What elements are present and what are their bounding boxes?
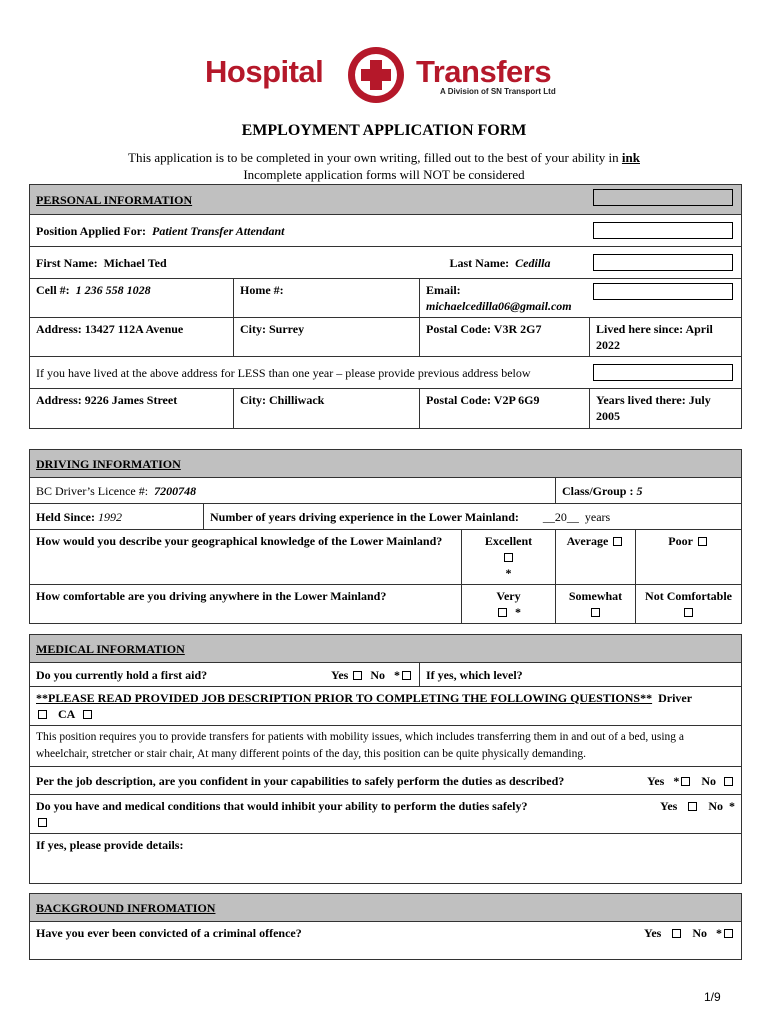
less-than-year-note: If you have lived at the above address for LESS than one year – please provide previous address below (30, 357, 742, 389)
personal-information-table (29, 184, 742, 429)
read-job-description-notice: **PLEASE READ PROVIDED JOB DESCRIPTION PRIOR TO COMPLETING THE FOLLOWING QUESTIONS** Driver CA (30, 687, 742, 726)
intro-line-2: Incomplete application forms will NOT be considered (243, 167, 525, 182)
checkbox-icon[interactable] (38, 818, 47, 827)
class-group-cell: Class/Group : 5 (556, 478, 742, 504)
first-name-value: Michael Ted (103, 255, 167, 270)
checkbox-icon[interactable] (698, 537, 707, 546)
years-experience-cell: Number of years driving experience in the Lower Mainland: __20__ years (204, 504, 742, 530)
checkbox-icon[interactable] (672, 929, 681, 938)
form-title: EMPLOYMENT APPLICATION FORM (241, 122, 527, 139)
checkbox-icon[interactable] (498, 608, 507, 617)
medical-information-table (29, 634, 742, 884)
logo-word-transfers: Transfers (416, 54, 552, 89)
checkbox-icon[interactable] (613, 537, 622, 546)
driving-information-table (29, 449, 742, 624)
driving-information-header: DRIVING INFORMATION (30, 450, 742, 478)
criminal-offence-question-cell: Have you ever been convicted of a criminal offence? Yes No * (30, 922, 742, 960)
page-number: 1/9 (704, 990, 721, 1004)
geo-knowledge-question: How would you describe your geographical knowledge of the Lower Mainland? (30, 530, 462, 585)
postal-code-cell: Postal Code: V3R 2G7 (420, 318, 590, 357)
lived-since-cell: Lived here since: April 2022 (590, 318, 742, 357)
checkbox-icon[interactable] (724, 777, 733, 786)
checkbox-icon[interactable] (591, 608, 600, 617)
last-name-cell: Last Name: Cedilla (420, 247, 742, 279)
logo-word-hospital: Hospital (205, 54, 324, 89)
background-information-header: BACKGROUND INFROMATION (30, 894, 742, 922)
years-experience-value: __20__ (542, 509, 579, 524)
first-name-cell: First Name: Michael Ted (30, 247, 420, 279)
office-use-field[interactable] (593, 283, 733, 300)
held-since-value: 1992 (98, 509, 122, 524)
comfort-not-option[interactable]: Not Comfortable (636, 585, 742, 624)
first-aid-question-cell: Do you currently hold a first aid? Yes No * (30, 663, 420, 687)
company-logo (0, 44, 768, 108)
intro-line-1: This application is to be completed in your own writing, filled out to the best of your ability in ink (128, 150, 640, 165)
years-lived-cell: Years lived there: July 2005 (590, 389, 742, 429)
checkbox-icon[interactable] (83, 710, 92, 719)
first-aid-options[interactable]: Yes No * (331, 667, 413, 683)
selected-mark: * (515, 605, 521, 619)
criminal-offence-options[interactable]: Yes No * (644, 925, 735, 941)
city-cell: City: Surrey (234, 318, 420, 357)
comfort-very-option[interactable]: Very * (462, 585, 556, 624)
position-value: Patient Transfer Attendant (152, 223, 285, 238)
conditions-options[interactable]: Yes No * (659, 799, 735, 813)
personal-information-header: PERSONAL INFORMATION (30, 185, 742, 215)
prev-postal-code-cell: Postal Code: V2P 6G9 (420, 389, 590, 429)
position-description: This position requires you to provide transfers for patients with mobility issues, which includes transferring them in and out of a bed, using a wheelchair, stretcher or stair chair, At many different points of the day, this position can be quite physically demanding. (30, 726, 742, 767)
address-cell: Address: 13427 112A Avenue (30, 318, 234, 357)
comfort-question: How comfortable are you driving anywhere in the Lower Mainland? (30, 585, 462, 624)
details-field[interactable]: If yes, please provide details: (30, 834, 742, 884)
comfort-somewhat-option[interactable]: Somewhat (556, 585, 636, 624)
licence-value: 7200748 (154, 483, 197, 498)
position-row: Position Applied For: Patient Transfer Attendant (30, 215, 742, 247)
licence-cell: BC Driver’s Licence #: 7200748 (30, 478, 556, 504)
checkbox-icon[interactable] (353, 671, 362, 680)
geo-excellent-option[interactable]: Excellent * (462, 530, 556, 585)
checkbox-icon[interactable] (681, 777, 690, 786)
last-name-value: Cedilla (515, 255, 551, 270)
cell-phone-value: 1 236 558 1028 (75, 283, 151, 297)
held-since-cell: Held Since: 1992 (30, 504, 204, 530)
selected-mark: * (505, 566, 512, 580)
checkbox-icon[interactable] (724, 929, 733, 938)
checkbox-icon[interactable] (504, 553, 513, 562)
home-phone-cell: Home #: (234, 279, 420, 318)
logo-division-text: A Division of SN Transport Ltd (440, 87, 556, 96)
email-value: michaelcedilla06@gmail.com (426, 299, 572, 313)
geo-average-option[interactable]: Average (556, 530, 636, 585)
cell-phone-cell: Cell #: 1 236 558 1028 (30, 279, 234, 318)
checkbox-icon[interactable] (684, 608, 693, 617)
office-use-field[interactable] (593, 189, 733, 206)
confident-options[interactable]: Yes * No (647, 773, 735, 789)
email-cell: Email: michaelcedilla06@gmail.com (420, 279, 742, 318)
conditions-question-cell: Do you have and medical conditions that would inhibit your ability to perform the duties safely? Yes No * (30, 795, 742, 834)
first-aid-level-cell: If yes, which level? (420, 663, 742, 687)
confident-question-cell: Per the job description, are you confident in your capabilities to safely perform the duties as described? Yes * No (30, 767, 742, 795)
office-use-field[interactable] (593, 254, 733, 271)
prev-city-cell: City: Chilliwack (234, 389, 420, 429)
background-information-table (29, 893, 742, 960)
office-use-field[interactable] (593, 364, 733, 381)
checkbox-icon[interactable] (402, 671, 411, 680)
checkbox-icon[interactable] (688, 802, 697, 811)
checkbox-icon[interactable] (38, 710, 47, 719)
geo-poor-option[interactable]: Poor (636, 530, 742, 585)
red-cross-icon (347, 44, 405, 106)
class-group-value: 5 (636, 483, 643, 498)
medical-information-header: MEDICAL INFORMATION (30, 635, 742, 663)
office-use-field[interactable] (593, 222, 733, 239)
prev-address-cell: Address: 9226 James Street (30, 389, 234, 429)
